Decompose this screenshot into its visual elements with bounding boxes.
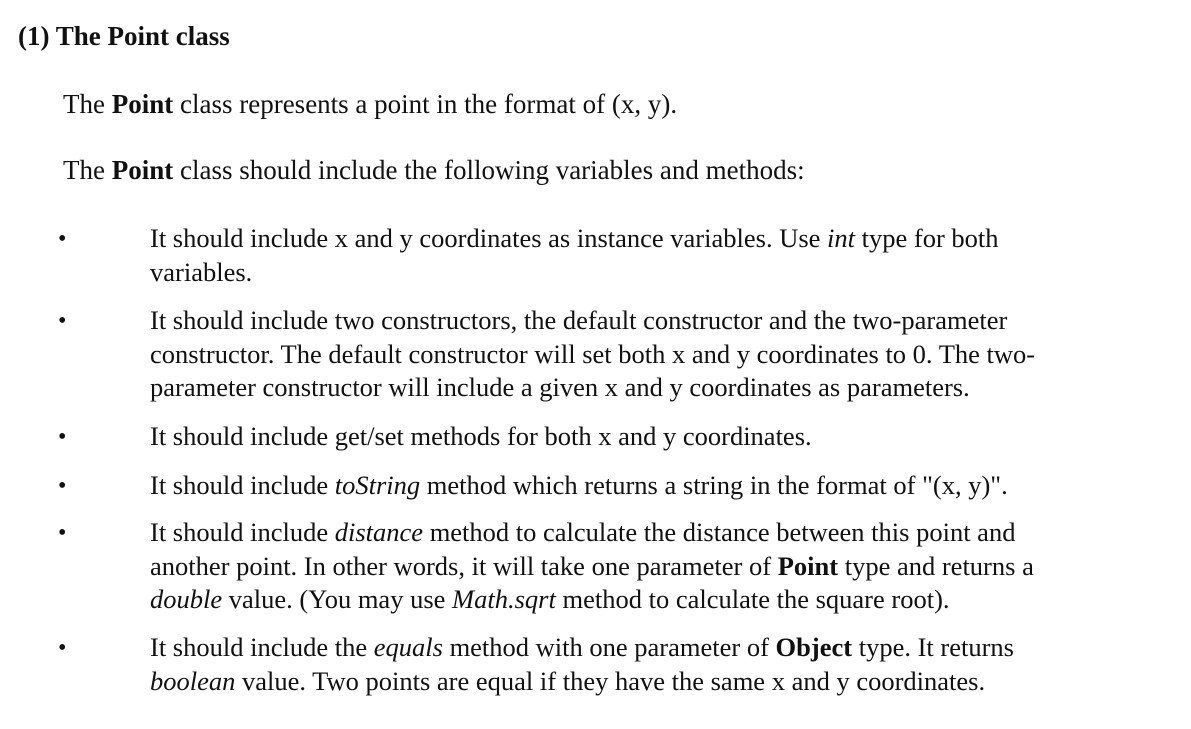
list-item-text: It should include get/set methods for both x and y coordinates. <box>150 421 812 451</box>
bullet-icon: • <box>58 226 67 252</box>
section-heading: (1) The Point class <box>18 21 230 51</box>
class-name-point: Point <box>111 89 174 119</box>
list-item-text: It should include distance method to calculate the distance between this point and another point. In other words, it will take one parameter of Point type and returns a double value. (You may use Math.sqrt method to calculate the square root). <box>150 517 1034 614</box>
bullet-icon: • <box>58 635 67 661</box>
class-name-point: Point <box>111 155 174 185</box>
intro-paragraph-1: The Point class represents a point in the format of (x, y). <box>63 89 678 119</box>
intro-paragraph-2: The Point class should include the following variables and methods: <box>63 155 805 185</box>
bullet-icon: • <box>58 308 67 334</box>
bullet-icon: • <box>58 424 67 450</box>
list-item-text: It should include toString method which returns a string in the format of "(x, y)". <box>150 470 1008 500</box>
list-item-text: It should include the equals method with one parameter of Object type. It returns boolean value. Two points are equal if they have the same x and y coordinates. <box>150 632 1014 696</box>
list-item-text: It should include two constructors, the default constructor and the two-parameter constructor. The default constructor will set both x and y coordinates to 0. The two- parameter constructor will include a given x and y coordinates as parameters. <box>150 305 1036 402</box>
list-item-text: It should include x and y coordinates as instance variables. Use int type for both variables. <box>150 223 999 287</box>
bullet-icon: • <box>58 473 67 499</box>
bullet-icon: • <box>58 520 67 546</box>
